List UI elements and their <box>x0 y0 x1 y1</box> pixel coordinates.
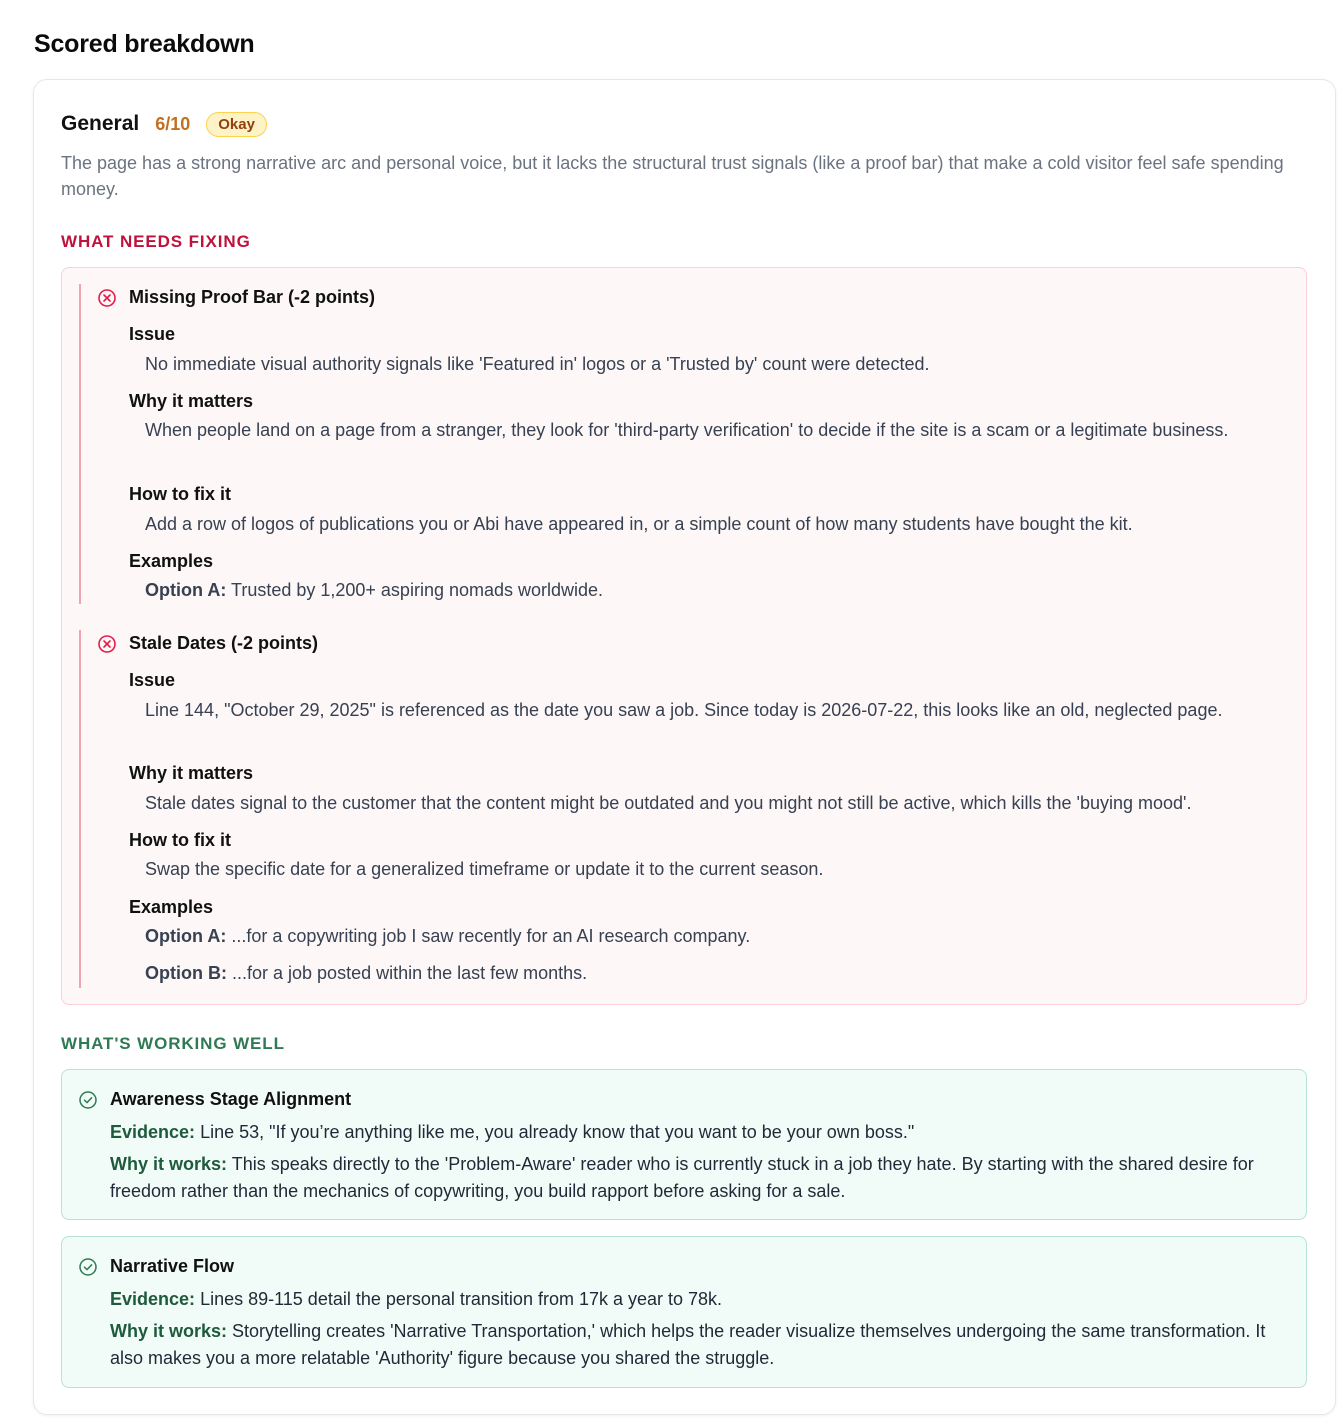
strength-title: Awareness Stage Alignment <box>110 1089 352 1109</box>
strength-item <box>61 1236 1307 1388</box>
evidence-line <box>110 1119 1290 1146</box>
issue-title: Stale Dates (-2 points) <box>129 633 319 653</box>
category-score: 6/10 <box>155 113 191 134</box>
why-matters-text: When people land on a page from a stranger, they look for 'third-party verification' to decide if the site is a scam or a legitimate business. <box>145 420 1229 440</box>
option-label: Option A: <box>145 580 227 600</box>
option-text: Trusted by 1,200+ aspiring nomads worldwide. <box>231 580 604 600</box>
issue-item <box>79 284 1229 604</box>
examples-label: Examples <box>129 897 214 917</box>
how-fix-text: Add a row of logos of publications you or Abi have appeared in, or a simple count of how many students have bought the kit. <box>145 514 1133 534</box>
x-circle-icon <box>97 288 117 308</box>
issue-text: No immediate visual authority signals like 'Featured in' logos or a 'Trusted by' count were detected. <box>145 354 930 374</box>
status-badge: Okay <box>206 112 267 137</box>
option-text: ...for a copywriting job I saw recently for an AI research company. <box>231 926 751 946</box>
working-well-heading: WHAT'S WORKING WELL <box>61 1034 285 1053</box>
why-works-label: Why it works: <box>110 1321 228 1341</box>
needs-fixing-heading: WHAT NEEDS FIXING <box>61 232 251 251</box>
issue-label: Issue <box>129 670 176 690</box>
category-card <box>33 79 1336 1415</box>
why-works-text: This speaks directly to the 'Problem-Aware' reader who is currently stuck in a job they hate. By starting with the shared desire for freedom rather than the mechanics of copywriting, you build rapport before asking for a sale. <box>110 1154 1254 1201</box>
why-matters-text: Stale dates signal to the customer that the content might be outdated and you might not still be active, which kills the 'buying mood'. <box>145 793 1192 813</box>
x-circle-icon <box>97 634 117 654</box>
evidence-line <box>110 1286 1290 1313</box>
how-fix-label: How to fix it <box>129 830 231 850</box>
evidence-label: Evidence: <box>110 1289 196 1309</box>
evidence-text: Lines 89-115 detail the personal transition from 17k a year to 78k. <box>200 1289 723 1309</box>
evidence-text: Line 53, "If you’re anything like me, you already know that you want to be your own boss." <box>200 1122 915 1142</box>
why-matters-label: Why it matters <box>129 391 254 411</box>
issue-item <box>79 630 1223 988</box>
why-works-line <box>110 1151 1290 1205</box>
check-circle-icon <box>78 1257 98 1277</box>
check-circle-icon <box>78 1090 98 1110</box>
option-label: Option B: <box>145 963 227 983</box>
issue-title: Missing Proof Bar (-2 points) <box>129 287 376 307</box>
page-title: Scored breakdown <box>34 30 255 58</box>
why-works-line <box>110 1318 1290 1372</box>
why-works-label: Why it works: <box>110 1154 228 1174</box>
category-summary: The page has a strong narrative arc and personal voice, but it lacks the structural trust signals (like a proof bar) that make a cold visitor feel safe spending money. <box>61 153 1284 199</box>
option-text: ...for a job posted within the last few months. <box>232 963 588 983</box>
example-option <box>145 923 1295 950</box>
strength-title: Narrative Flow <box>110 1256 235 1276</box>
example-option <box>145 577 1295 604</box>
issue-label: Issue <box>129 324 176 344</box>
category-header <box>61 110 267 138</box>
needs-fixing-panel <box>61 267 1307 1005</box>
why-works-text: Storytelling creates 'Narrative Transportation,' which helps the reader visualize themselves undergoing the same transformation. It also makes you a more relatable 'Authority' figure because you shared the struggle. <box>110 1321 1266 1368</box>
example-option <box>145 960 1295 987</box>
category-name: General <box>61 112 140 135</box>
strength-item <box>61 1069 1307 1220</box>
evidence-label: Evidence: <box>110 1122 196 1142</box>
why-matters-label: Why it matters <box>129 763 254 783</box>
how-fix-label: How to fix it <box>129 484 231 504</box>
issue-text: Line 144, "October 29, 2025" is referenced as the date you saw a job. Since today is 2026-07-22, this looks like an old, neglected page. <box>145 700 1223 720</box>
option-label: Option A: <box>145 926 227 946</box>
examples-label: Examples <box>129 551 214 571</box>
how-fix-text: Swap the specific date for a generalized timeframe or update it to the current season. <box>145 859 824 879</box>
